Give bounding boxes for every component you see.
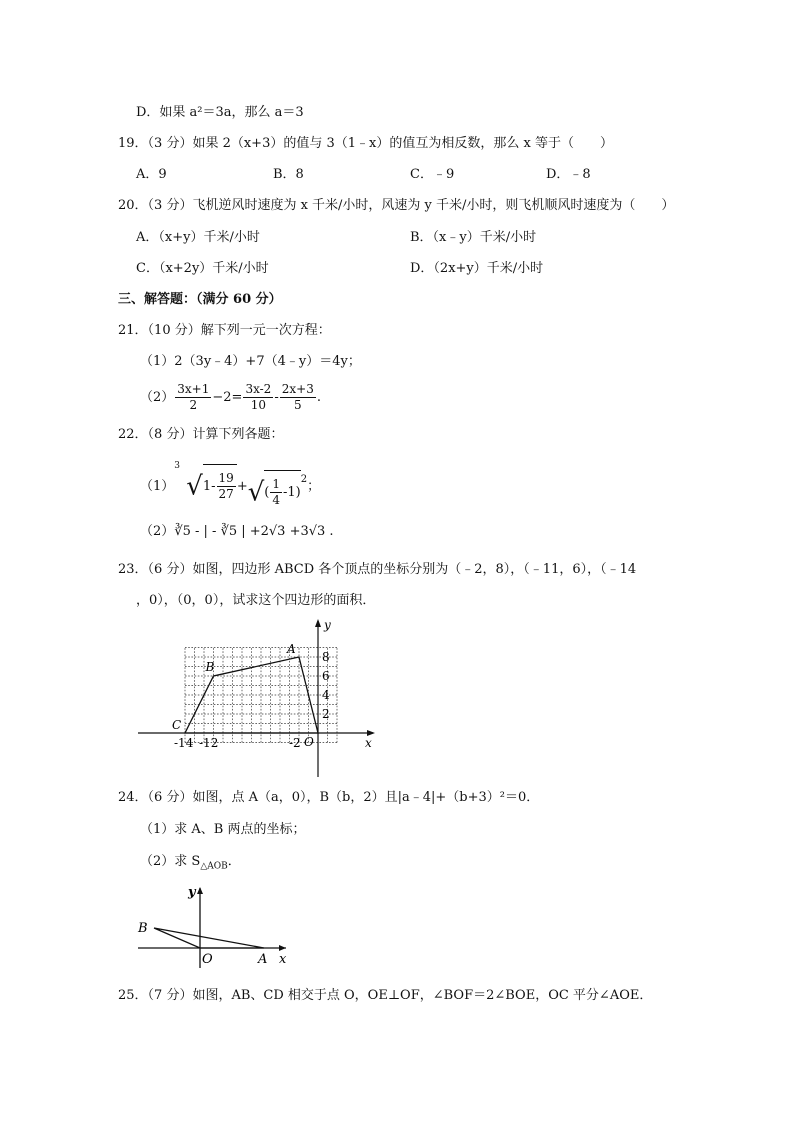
numerator: 2x+3 (281, 382, 314, 396)
denominator: 4 (272, 493, 281, 507)
y-tick-label: 6 (322, 669, 330, 683)
y-tick-label: 4 (322, 688, 330, 702)
y-axis-label: y (324, 618, 331, 632)
denominator: 2 (189, 398, 198, 412)
semicolon: ； (307, 479, 321, 494)
numerator: 19 (218, 471, 234, 485)
operator: + (236, 479, 248, 494)
q20-option-a: A．（x+y）千米/小时 (136, 230, 260, 245)
triangle-aob (154, 928, 264, 948)
q23-coordinate-figure (133, 617, 393, 781)
cube-root (174, 461, 237, 509)
q21-part1: （1）2（3y﹣4）+7（4﹣y）＝4y； (140, 354, 361, 369)
x-axis-label: x (365, 736, 372, 750)
axes (138, 619, 375, 777)
y-tick-label: 2 (322, 707, 330, 721)
radical-sign: √ (247, 477, 265, 508)
point-label-a: A (287, 642, 296, 656)
q18-option-d: D．如果 a²＝3a，那么 a＝3 (136, 105, 304, 120)
denominator: 10 (250, 398, 267, 412)
numerator: 3x+1 (177, 382, 210, 396)
q22-stem: 22．（8 分）计算下列各题： (118, 427, 284, 442)
q21-stem: 21．（10 分）解下列一元一次方程： (118, 323, 331, 338)
point-label-b: B (205, 660, 215, 674)
q24-stem: 24．（6 分）如图，点 A（a，0），B（b，2）且|a﹣4|+（b+3）²＝0． (118, 790, 540, 805)
numerator: 1 (272, 477, 281, 491)
q19-stem: 19．（3 分）如果 2（x+3）的值与 3（1﹣x）的值互为相反数，那么 x 等于（ ） (118, 136, 613, 151)
y-tick-label: 8 (322, 650, 330, 664)
y-axis-label: y (188, 885, 196, 900)
q20-option-d: D．（2x+y）千米/小时 (410, 261, 544, 276)
point-label-c: C (172, 718, 182, 732)
y-axis-arrow (315, 619, 321, 627)
q21-part2-label: （2） (140, 390, 175, 405)
radicand (203, 464, 237, 509)
x-tick-label: -2 (289, 736, 301, 750)
numerator: 3x-2 (245, 382, 272, 396)
q19-option-d: D．﹣8 (546, 167, 591, 182)
q21-part2 (140, 380, 321, 416)
point-a-label: A (258, 952, 268, 967)
denominator: 27 (218, 487, 234, 501)
q23-stem-line1: 23．（6 分）如图，四边形 ABCD 各个顶点的坐标分别为（﹣2，8），（﹣11，6），（﹣14 (118, 562, 637, 577)
x-axis-arrow (279, 945, 286, 951)
operator: - (274, 390, 279, 405)
q22-part2-label: （2） (140, 524, 175, 539)
labels (172, 618, 372, 750)
q24-part1: （1）求 A、B 两点的坐标； (140, 822, 306, 837)
q24-part2 (140, 853, 241, 876)
exponent: 2 (300, 474, 308, 485)
root-index: 3 (174, 461, 181, 471)
denominator: 5 (293, 398, 302, 412)
square-root (248, 458, 307, 515)
period: . (316, 390, 321, 405)
q22-part2 (140, 523, 334, 541)
q22-part1 (140, 458, 320, 515)
period: ． (227, 854, 241, 869)
radicand (264, 470, 300, 515)
fraction (217, 471, 236, 502)
q19-option-b: B．8 (273, 167, 304, 182)
q24-part2-subscript: △AOB (200, 861, 228, 872)
fraction (270, 477, 282, 508)
paren: ( (264, 485, 270, 500)
radical-sign: √ (186, 471, 203, 502)
y-axis-arrow (197, 887, 203, 894)
operator: −2= (212, 390, 243, 405)
q24-part2-text: （2）求 S (140, 854, 201, 869)
q20-option-b: B．（x﹣y）千米/小时 (410, 230, 537, 245)
x-axis-label: x (279, 952, 287, 967)
q19-option-a: A．9 (136, 167, 167, 182)
fraction (280, 382, 316, 413)
q25-stem: 25．（7 分）如图，AB、CD 相交于点 O，OE⊥OF，∠BOF＝2∠BOE，OC 平分∠AOE． (118, 988, 653, 1003)
q20-option-c: C．（x+2y）千米/小时 (136, 261, 269, 276)
fraction (175, 382, 211, 413)
q24-triangle-figure (134, 884, 294, 970)
point-b-label: B (138, 921, 148, 936)
q20-stem: 20．（3 分）飞机逆风时速度为 x 千米/小时，风速为 y 千米/小时，则飞机顺风时速度为（ ） (118, 198, 675, 213)
point-label-o: O (304, 735, 314, 749)
section-heading: 三、解答题：（满分 60 分） (118, 292, 282, 307)
origin-label: O (202, 952, 213, 967)
fraction (243, 382, 273, 413)
q22-part2-expr: ∛5 - | - ∛5 | +2√3 +3√3 . (174, 524, 334, 539)
q23-stem-line2: ，0），（0，0），试求这个四边形的面积． (136, 593, 376, 608)
x-tick-label: -14 (174, 736, 194, 750)
radicand-text: 1- (202, 479, 216, 494)
x-tick-label: -12 (199, 736, 219, 750)
q19-option-c: C．﹣9 (410, 167, 455, 182)
radicand-text: -1) (283, 485, 301, 500)
q22-part1-label: （1） (140, 479, 175, 494)
